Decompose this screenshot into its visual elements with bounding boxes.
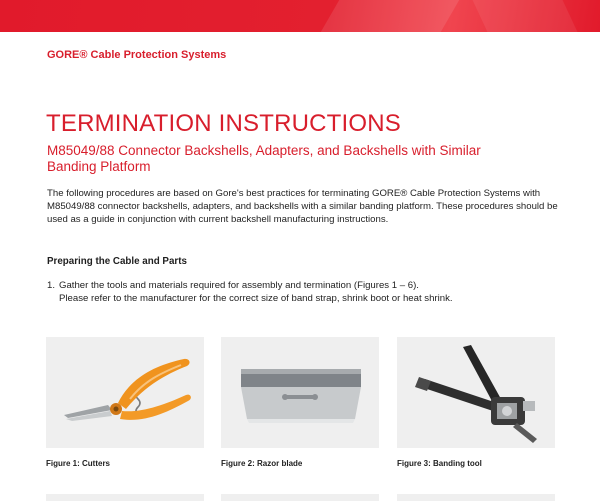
banner-facet: [321, 0, 459, 32]
figure-5-cropped: [221, 494, 379, 501]
page-subtitle: M85049/88 Connector Backshells, Adapters, and Backshells with Similar Banding Platform: [47, 143, 481, 174]
brand-name: GORE® Cable Protection Systems: [47, 49, 227, 61]
banner-facet: [473, 0, 578, 32]
section-heading: Preparing the Cable and Parts: [47, 256, 187, 267]
figure-3-caption: Figure 3: Banding tool: [397, 459, 482, 468]
figure-1: [46, 337, 204, 448]
figure-6-cropped: [397, 494, 555, 501]
step-1: [47, 279, 567, 305]
figure-1-caption: Figure 1: Cutters: [46, 459, 111, 468]
step-line-1: Gather the tools and materials required for assembly and termination (Figures 1 – 6).: [59, 280, 419, 291]
step-number: 1.: [47, 280, 56, 291]
figure-3: [397, 337, 555, 448]
figure-2: [221, 337, 379, 448]
cutters-image: [46, 337, 204, 448]
intro-paragraph: The following procedures are based on Gore's best practices for terminating GORE® Cable Protection Systems with M85049/88 connector backshells, adapters, and backshells with a similar banding platform. These procedures should be used as a guide in conjunction with current backshell manufacturing instructions.: [47, 188, 558, 226]
page-title: TERMINATION INSTRUCTIONS: [46, 110, 402, 137]
razor-blade-image: [221, 337, 379, 448]
step-text: [59, 279, 567, 305]
figure-4-cropped: [46, 494, 204, 501]
figure-2-caption: Figure 2: Razor blade: [221, 459, 303, 468]
banding-tool-image: [397, 337, 555, 448]
step-line-2: Please refer to the manufacturer for the correct size of band strap, shrink boot or heat shrink.: [59, 293, 453, 305]
header-banner: [0, 0, 600, 32]
